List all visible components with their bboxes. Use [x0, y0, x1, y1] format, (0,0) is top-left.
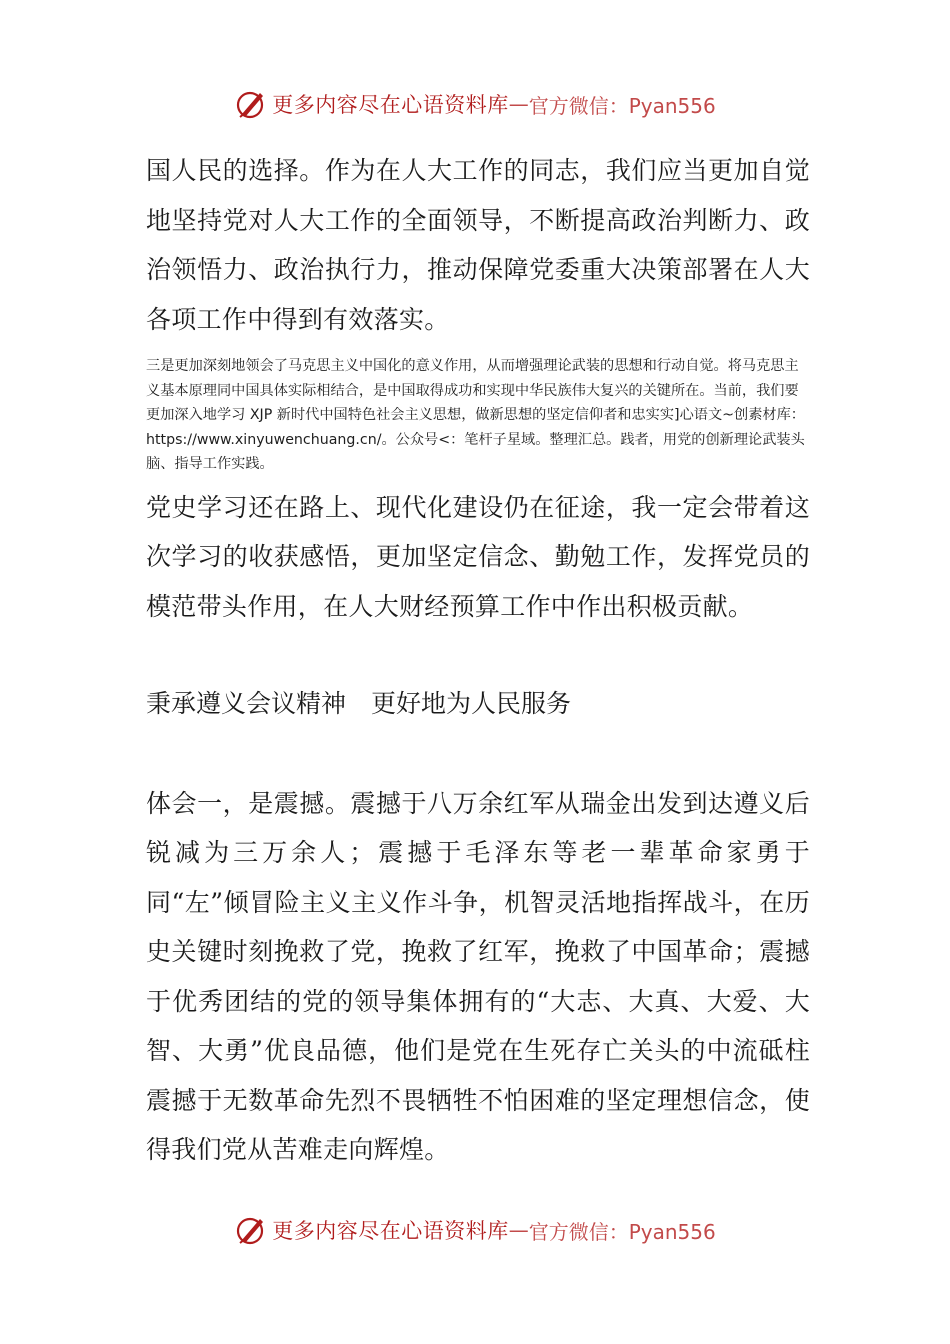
paragraph-1: 国人民的选择。作为在人大工作的同志，我们应当更加自觉地坚持党对人大工作的全面领导，不断提高政治判断力、政治领悟力、政治执行力，推动保障党委重大决策部署在人大各项工作中得到有效落实。	[146, 156, 810, 334]
paragraph-2-small: 三是更加深刻地领会了马克思主义中国化的意义作用，从而增强理论武装的思想和行动自觉。将马克思主义基本原理同中国具体实际相结合，是中国取得成功和实现中华民族伟大复兴的关键所在。当前，我们要更加深入地学习 XJP 新时代中国特色社会主义思想，做新思想的坚定信仰者和忠实实]心语文~创素材库：https://www.xinyuwenchuang.cn/。公众号<：笔杆子星域。整理汇总。践者，用党的创新理论武装头脑、指导工作实践。	[146, 358, 805, 472]
banner-title: 更多内容尽在心语资料库	[272, 93, 509, 117]
document-body	[146, 146, 810, 1175]
banner-dash: —	[508, 92, 529, 116]
banner-wechat: 官方微信：Pyan556	[528, 1219, 716, 1244]
header-banner	[0, 84, 950, 124]
paragraph-3: 党史学习还在路上、现代化建设仍在征途，我一定会带着这次学习的收获感悟，更加坚定信念、勤勉工作，发挥党员的模范带头作用，在人大财经预算工作中作出积极贡献。	[146, 492, 810, 621]
footer-banner	[0, 1210, 950, 1250]
section-title: 秉承遵义会议精神 更好地为人民服务	[146, 689, 572, 718]
banner-dash: —	[508, 1218, 529, 1242]
quill-logo-icon	[234, 87, 268, 121]
paragraph-4: 体会一，是震撼。震撼于八万余红军从瑞金出发到达遵义后锐减为三万余人；震撼于毛泽东等老一辈革命家勇于同“左”倾冒险主义主义作斗争，机智灵活地指挥战斗，在历史关键时刻挽救了党，挽救了红军，挽救了中国革命；震撼于优秀团结的党的领导集体拥有的“大志、大真、大爱、大智、大勇”优良品德，他们是党在生死存亡关头的中流砥柱震撼于无数革命先烈不畏牺牲不怕困难的坚定理想信念，使得我们党从苦难走向辉煌。	[146, 788, 810, 1164]
banner-wechat: 官方微信：Pyan556	[528, 93, 716, 118]
banner-title: 更多内容尽在心语资料库	[272, 1219, 509, 1243]
quill-logo-icon	[234, 1213, 268, 1247]
